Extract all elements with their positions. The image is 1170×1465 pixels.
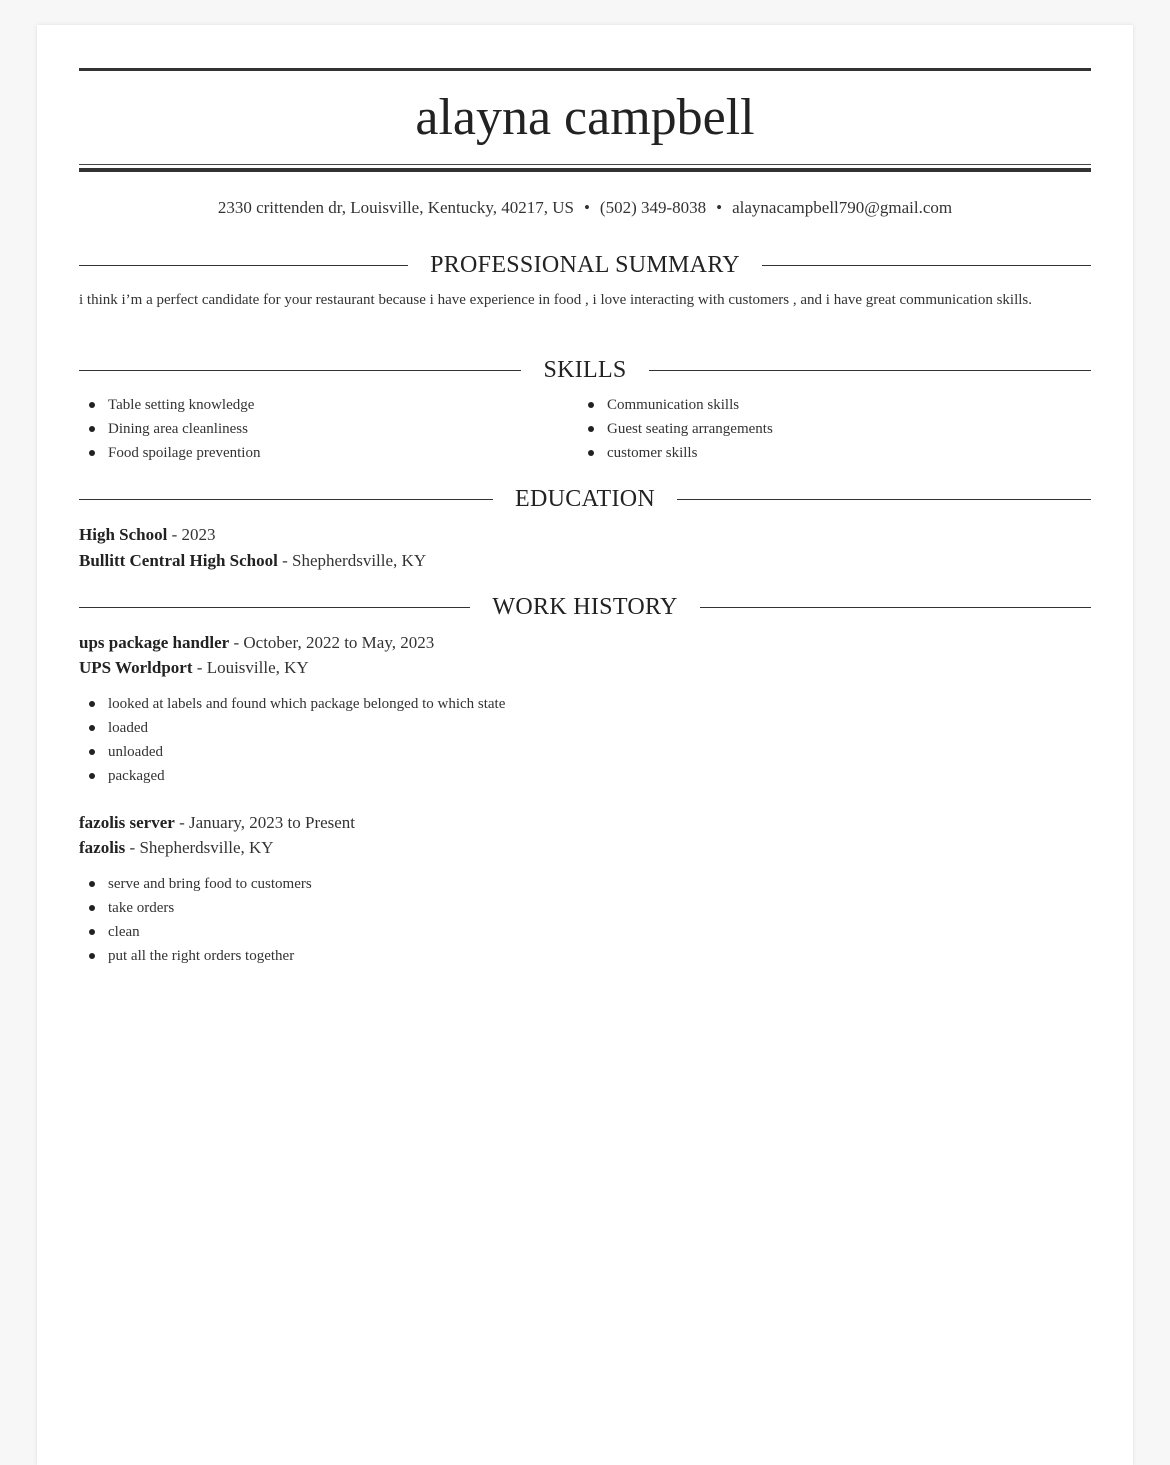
heading-rule-left (79, 499, 493, 500)
skill-item: Table setting knowledge (79, 393, 559, 417)
contact-email: alaynacampbell790@gmail.com (732, 198, 953, 217)
duty-item: looked at labels and found which package belonged to which state (79, 692, 505, 716)
skills-title: SKILLS (543, 357, 627, 383)
job-duties-list (79, 872, 312, 968)
job-company-line: fazolis - Shepherdsville, KY (79, 838, 274, 857)
work-heading (79, 592, 1091, 622)
bullet-icon (89, 953, 95, 959)
duty-item: take orders (79, 896, 312, 920)
candidate-name: alayna campbell (415, 89, 755, 146)
contact-line (79, 197, 1091, 219)
education-degree: High School (79, 525, 168, 544)
contact-separator: • (716, 198, 723, 217)
job-location: Shepherdsville, KY (139, 838, 274, 857)
duty-item: packaged (79, 764, 505, 788)
education-title: EDUCATION (514, 486, 656, 512)
job-duties-list (79, 692, 505, 788)
bullet-icon (588, 450, 594, 456)
bullet-icon (588, 426, 594, 432)
heading-rule-right (700, 607, 1091, 608)
job-company: UPS Worldport (79, 658, 193, 677)
education-degree-line: High School - 2023 (79, 525, 216, 544)
education-school-line: Bullitt Central High School - Shepherdsville, KY (79, 551, 427, 570)
summary-title: PROFESSIONAL SUMMARY (430, 252, 740, 278)
bullet-icon (89, 701, 95, 707)
job-role: ups package handler (79, 633, 230, 652)
education-location: Shepherdsville, KY (292, 551, 427, 570)
duty-item: serve and bring food to customers (79, 872, 312, 896)
bullet-icon (89, 426, 95, 432)
job-dates: January, 2023 to Present (189, 813, 356, 832)
bullet-icon (588, 402, 594, 408)
job-location: Louisville, KY (206, 658, 309, 677)
duty-item: unloaded (79, 740, 505, 764)
heading-rule-right (649, 370, 1091, 371)
header-thin-rule (79, 164, 1091, 165)
skill-item: customer skills (578, 441, 1058, 465)
bullet-icon (89, 450, 95, 456)
header-thick-rule (79, 168, 1091, 172)
skill-item: Dining area cleanliness (79, 417, 559, 441)
summary-text: i think i’m a perfect candidate for your restaurant because i have experience in food , i love interacting with customers , and i have great communication skills. (79, 292, 1032, 308)
education-school: Bullitt Central High School (79, 551, 278, 570)
resume-page (37, 25, 1133, 1465)
heading-rule-right (762, 265, 1091, 266)
summary-heading (79, 250, 1091, 280)
bullet-icon (89, 773, 95, 779)
skills-list-left (79, 393, 559, 465)
skill-item: Food spoilage prevention (79, 441, 559, 465)
bullet-icon (89, 929, 95, 935)
duty-item: clean (79, 920, 312, 944)
duty-item: put all the right orders together (79, 944, 312, 968)
skills-heading (79, 355, 1091, 385)
bullet-icon (89, 905, 95, 911)
contact-separator: • (583, 198, 590, 217)
duty-item: loaded (79, 716, 505, 740)
job-role: fazolis server (79, 813, 175, 832)
bullet-icon (89, 402, 95, 408)
education-year: 2023 (181, 525, 216, 544)
heading-rule-left (79, 265, 408, 266)
education-heading (79, 484, 1091, 514)
heading-rule-left (79, 370, 521, 371)
job-role-line: ups package handler - October, 2022 to May, 2023 (79, 633, 435, 652)
bullet-icon (89, 749, 95, 755)
bullet-icon (89, 725, 95, 731)
skill-item: Communication skills (578, 393, 1058, 417)
skill-item: Guest seating arrangements (578, 417, 1058, 441)
contact-phone: (502) 349-8038 (599, 198, 707, 217)
bullet-icon (89, 881, 95, 887)
work-title: WORK HISTORY (492, 594, 678, 620)
job-company-line: UPS Worldport - Louisville, KY (79, 658, 309, 677)
header-top-rule (79, 68, 1091, 71)
job-role-line: fazolis server - January, 2023 to Present (79, 813, 356, 832)
job-company: fazolis (79, 838, 126, 857)
heading-rule-left (79, 607, 470, 608)
heading-rule-right (677, 499, 1091, 500)
contact-address: 2330 crittenden dr, Louisville, Kentucky, 40217, US (217, 198, 574, 217)
job-dates: October, 2022 to May, 2023 (243, 633, 435, 652)
skills-list-right (578, 393, 1058, 465)
